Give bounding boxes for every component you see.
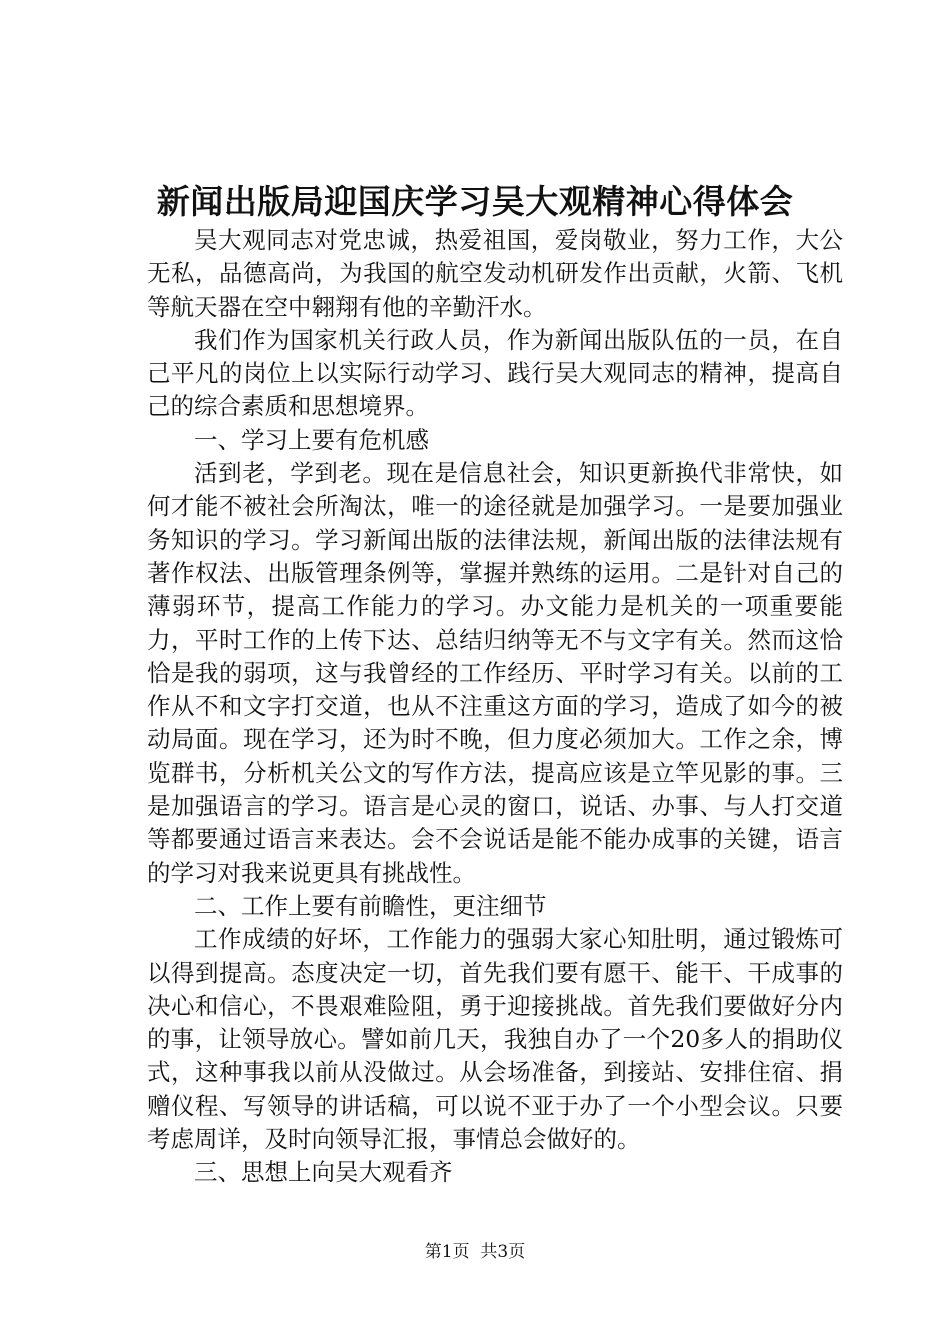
document-title: 新闻出版局迎国庆学习吴大观精神心得体会 xyxy=(156,182,794,221)
paragraph-section-1: 活到老，学到老。现在是信息社会，知识更新换代非常快，如何才能不被社会所淘汰，唯一的途径就是加强学习。一是要加强业务知识的学习。学习新闻出版的法律法规，新闻出版的法律法规有著作权法、出版管理条例等，掌握并熟练的运用。二是针对自己的薄弱环节，提高工作能力的学习。办文能力是机关的一项重要能力，平时工作的上传下达、总结归纳等无不与文字有关。然而这恰恰是我的弱项，这与我曾经的工作经历、平时学习有关。以前的工作从不和文字打交道，也从不注重这方面的学习，造成了如今的被动局面。现在学习，还为时不晚，但力度必须加大。工作之余，博览群书，分析机关公文的写作方法，提高应该是立竿见影的事。三是加强语言的学习。语言是心灵的窗口，说话、办事、与人打交道等都要通过语言来表达。会不会说话是能不能办成事的关键，语言的学习对我来说更具有挑战性。 xyxy=(147,459,843,887)
document-body xyxy=(147,224,843,1190)
section-heading-1: 一、学习上要有危机感 xyxy=(194,425,429,454)
section-heading-2: 二、工作上要有前瞻性，更注细节 xyxy=(194,891,547,920)
paragraph-section-2: 工作成绩的好坏，工作能力的强弱大家心知肚明，通过锻炼可以得到提高。态度决定一切，首先我们要有愿干、能干、干成事的决心和信心，不畏艰难险阻，勇于迎接挑战。首先我们要做好分内的事，让领导放心。譬如前几天，我独自办了一个20多人的捐助仪式，这种事我以前从没做过。从会场准备，到接站、安排住宿、捐赠仪程、写领导的讲话稿，可以说不亚于办了一个小型会议。只要考虑周详，及时向领导汇报，事情总会做好的。 xyxy=(147,925,843,1154)
paragraph-role: 我们作为国家机关行政人员，作为新闻出版队伍的一员，在自己平凡的岗位上以实际行动学习、践行吴大观同志的精神，提高自己的综合素质和思想境界。 xyxy=(147,325,843,421)
paragraph-intro: 吴大观同志对党忠诚，热爱祖国，爱岗敬业，努力工作，大公无私，品德高尚，为我国的航空发动机研发作出贡献，火箭、飞机等航天器在空中翱翔有他的辛勤汗水。 xyxy=(147,226,843,321)
page-indicator: 第1页 共3页 xyxy=(424,1242,526,1262)
section-heading-3: 三、思想上向吴大观看齐 xyxy=(194,1158,453,1187)
